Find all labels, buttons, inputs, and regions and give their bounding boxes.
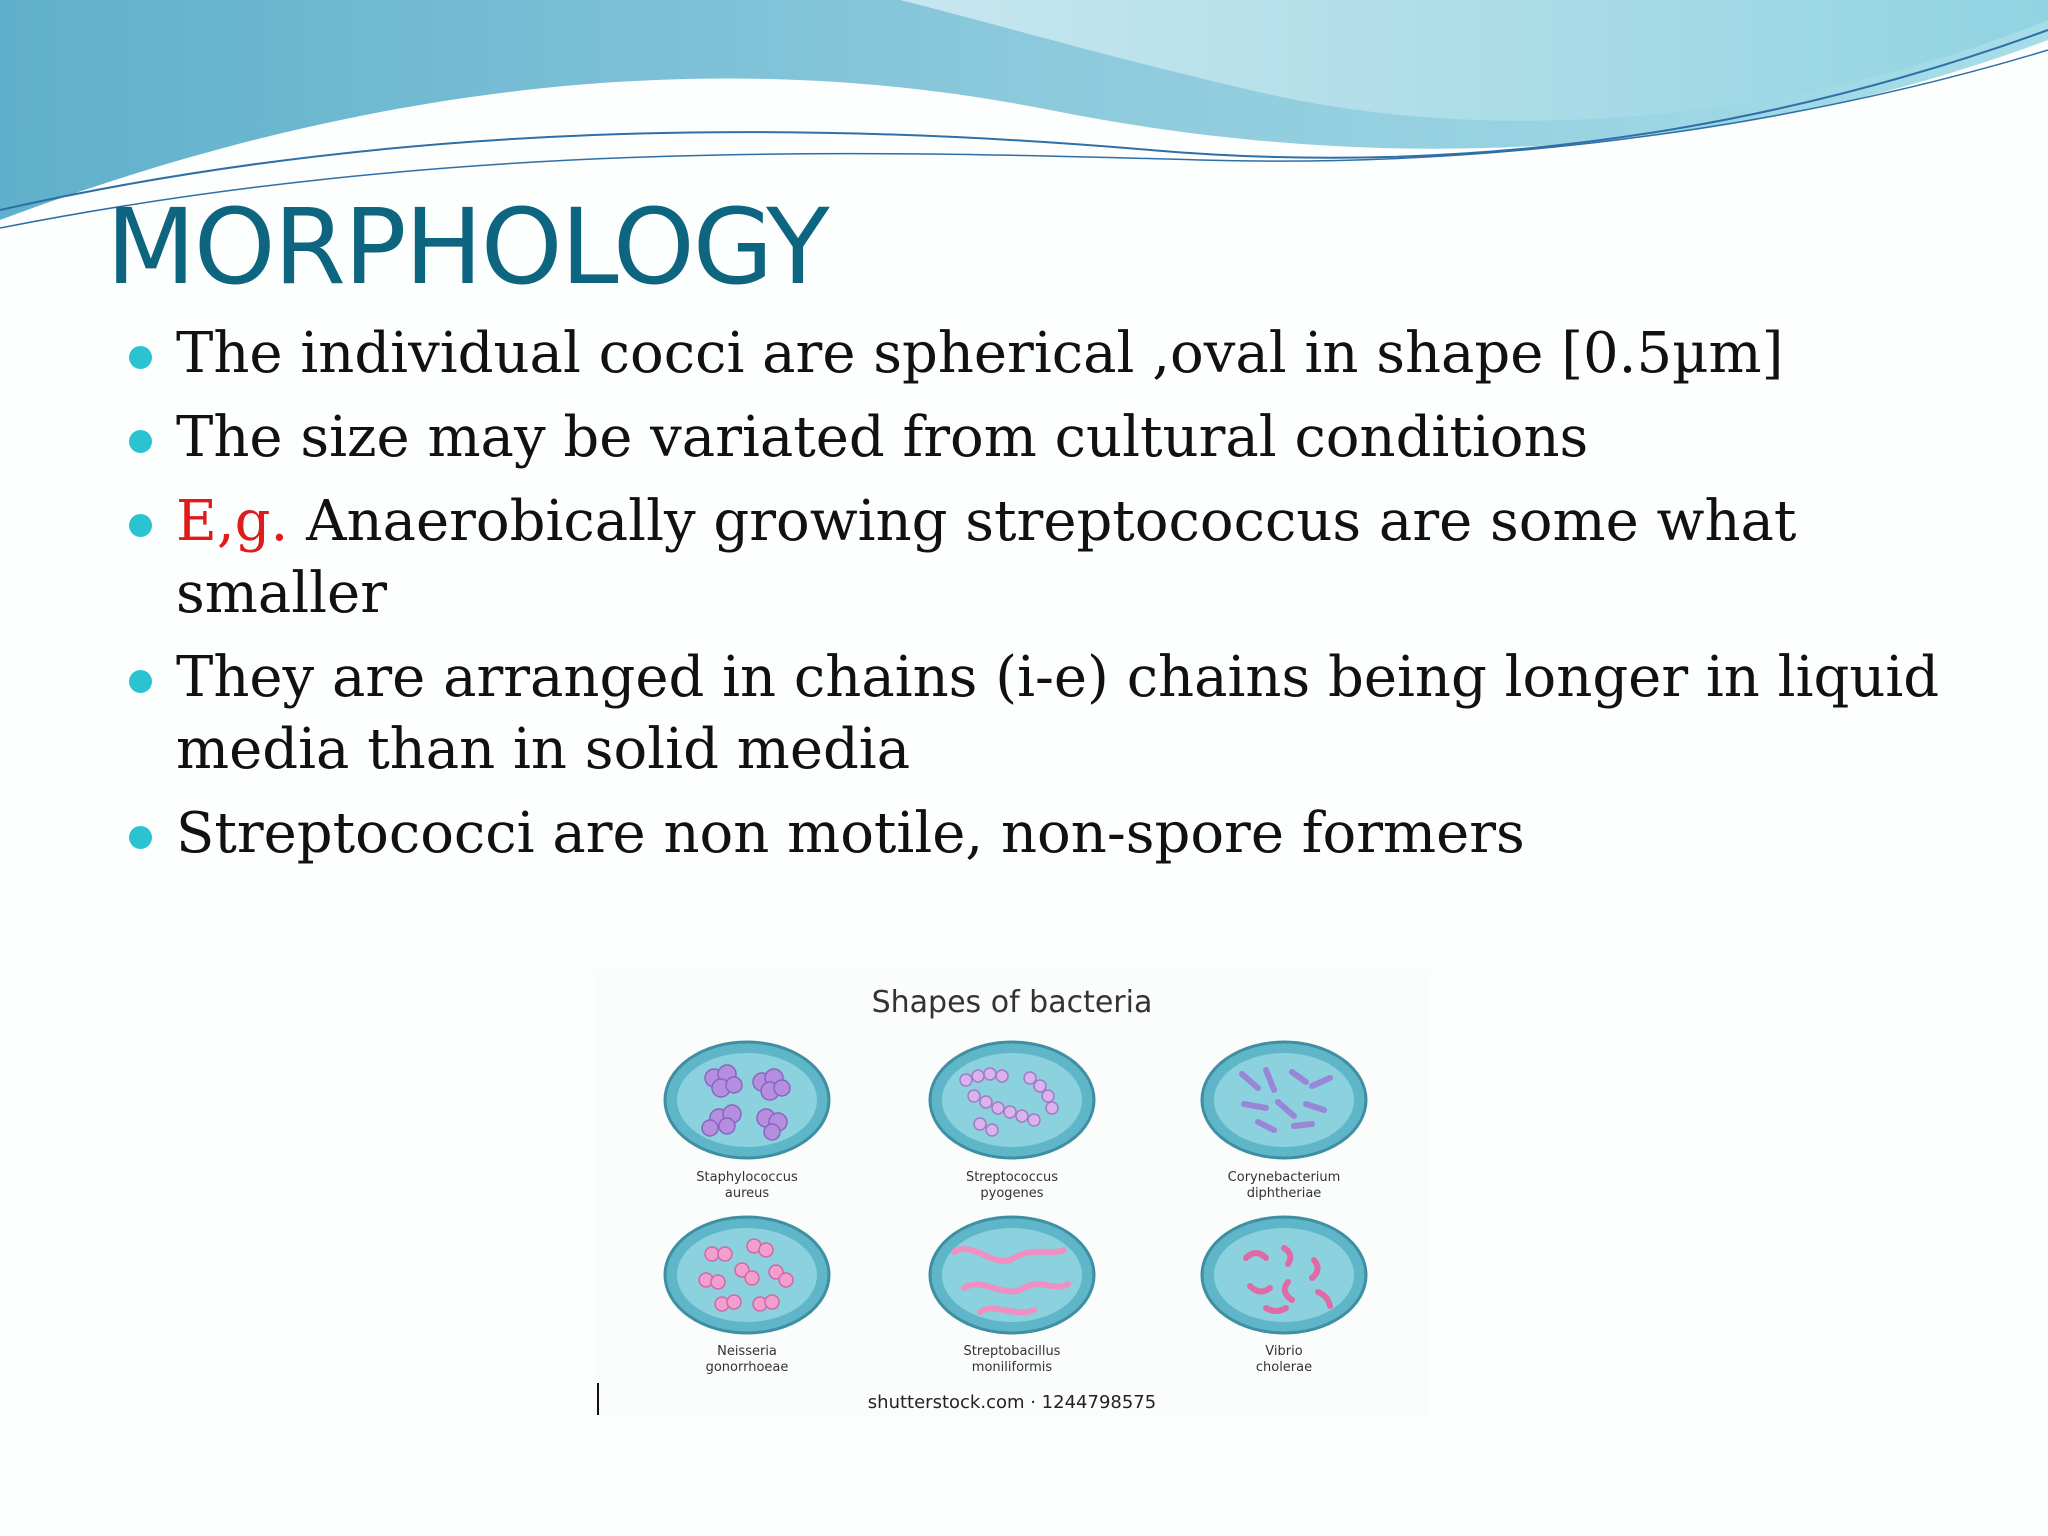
staphylococcus-dish	[665, 1042, 829, 1158]
figure-credit: shutterstock.com · 1244798575	[867, 1392, 1157, 1413]
label-line2: gonorrhoeae	[705, 1360, 789, 1375]
bullet-dot-icon	[129, 346, 152, 369]
label-line2: cholerae	[1255, 1360, 1313, 1375]
bullet-item	[120, 642, 1980, 786]
slide-title: MORPHOLOGY	[106, 186, 828, 308]
bullet-item	[120, 798, 1980, 870]
bullet-text: Anaerobically growing streptococcus are some what smaller	[176, 489, 1797, 626]
bullet-dot-icon	[129, 670, 152, 693]
bullet-dot-icon	[129, 514, 152, 537]
label-line2: aureus	[724, 1186, 770, 1201]
label-line1: Streptobacillus	[963, 1344, 1061, 1359]
text-cursor-mark	[597, 1383, 599, 1415]
bullet-dot-icon	[129, 826, 152, 849]
bullet-item	[120, 486, 1980, 630]
bullet-item	[120, 318, 1980, 390]
label-line2: moniliformis	[971, 1360, 1053, 1375]
corynebacterium-dish	[1202, 1042, 1366, 1158]
bullet-text: The size may be variated from cultural conditions	[176, 405, 1589, 470]
label-line2: diphtheriae	[1246, 1186, 1322, 1201]
label-line1: Streptococcus	[965, 1170, 1059, 1185]
bacteria-shapes-figure	[594, 970, 1430, 1418]
neisseria-dish	[665, 1217, 829, 1333]
bullet-highlight-prefix: E,g.	[176, 489, 289, 554]
bullet-list	[120, 318, 1980, 882]
figure-title: Shapes of bacteria	[871, 985, 1153, 1020]
bullet-text: Streptococci are non motile, non-spore formers	[176, 801, 1525, 866]
label-line1: Corynebacterium	[1227, 1170, 1341, 1185]
bullet-dot-icon	[129, 430, 152, 453]
streptobacillus-dish	[930, 1217, 1094, 1333]
label-line1: Vibrio	[1265, 1344, 1303, 1359]
label-line1: Staphylococcus	[696, 1170, 798, 1185]
label-line2: pyogenes	[980, 1186, 1044, 1201]
label-line1: Neisseria	[717, 1344, 777, 1359]
bullet-item	[120, 402, 1980, 474]
bullet-text: The individual cocci are spherical ,oval in shape [0.5µm]	[176, 321, 1784, 386]
bullet-text: They are arranged in chains (i-e) chains being longer in liquid media than in solid media	[176, 645, 1940, 782]
streptococcus-dish	[930, 1042, 1094, 1158]
vibrio-dish	[1202, 1217, 1366, 1333]
